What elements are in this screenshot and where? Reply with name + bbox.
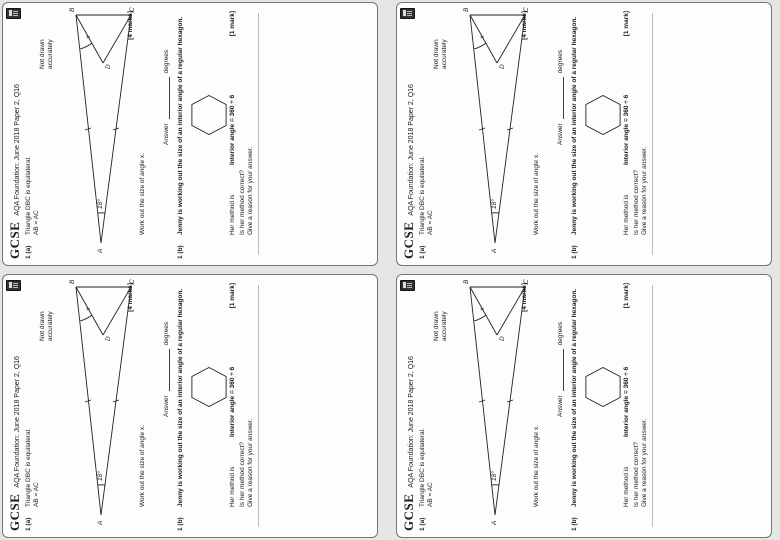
- marks-part-b: [1 mark]: [229, 283, 236, 309]
- condition-statement: AB = AC: [33, 210, 40, 235]
- triangle-statement: Triangle DBC is equilateral.: [419, 428, 426, 507]
- give-reason-prompt: Give a reason for your answer.: [641, 146, 648, 235]
- not-drawn-note-1: Not drawn: [433, 39, 440, 69]
- degrees-label: degrees: [557, 321, 564, 346]
- source-reference: AQA Foundation: June 2018 Paper 2, Q16: [14, 84, 21, 216]
- worksheet-card-top-left: [2, 2, 378, 266]
- writing-line[interactable]: [258, 285, 259, 527]
- jenny-statement: Jenny is working out the size of an interior angle of a regular hexagon.: [177, 288, 184, 507]
- jenny-statement: Jenny is working out the size of an interior angle of a regular hexagon.: [571, 16, 578, 235]
- her-method-label: Her method is: [623, 194, 630, 235]
- triangle-statement: Triangle DBC is equilateral.: [25, 428, 32, 507]
- marks-part-b: [1 mark]: [623, 283, 630, 309]
- marks-part-b: [1 mark]: [623, 11, 630, 37]
- vertex-label-d: D: [105, 64, 112, 69]
- answer-blank[interactable]: [563, 349, 564, 391]
- question-1a-number: 1 (a): [25, 517, 32, 531]
- gcse-logo: GCSE: [401, 493, 416, 531]
- marks-part-a: [4 marks]: [521, 283, 528, 312]
- her-method-label: Her method is: [623, 466, 630, 507]
- marks-part-b: [1 mark]: [229, 11, 236, 37]
- method-formula: Interior angle = 360 ÷ 6: [229, 94, 236, 165]
- give-reason-prompt: Give a reason for your answer.: [247, 146, 254, 235]
- source-reference: AQA Foundation: June 2018 Paper 2, Q16: [14, 356, 21, 488]
- jenny-statement: Jenny is working out the size of an interior angle of a regular hexagon.: [177, 16, 184, 235]
- degrees-label: degrees: [163, 49, 170, 74]
- hexagon-diagram: [189, 367, 229, 407]
- angle-a-label: 18°: [491, 199, 498, 209]
- her-method-label: Her method is: [229, 466, 236, 507]
- writing-line[interactable]: [258, 13, 259, 255]
- angle-a-label: 18°: [97, 199, 104, 209]
- gcse-logo: GCSE: [7, 221, 22, 259]
- question-1b-number: 1 (b): [571, 517, 578, 531]
- answer-line-a[interactable]: [557, 50, 564, 145]
- vertex-label-c: C: [523, 279, 530, 284]
- angle-a-label: 18°: [97, 471, 104, 481]
- question-1a-number: 1 (a): [419, 245, 426, 259]
- marks-part-a: [4 marks]: [521, 11, 528, 40]
- worksheet-card-bottom-right: [396, 274, 772, 538]
- is-correct-question: Is her method correct?: [633, 169, 640, 235]
- not-drawn-note-2: accurately: [441, 311, 448, 341]
- answer-blank[interactable]: [169, 77, 170, 119]
- answer-label: Answer: [163, 123, 170, 145]
- question-1b-number: 1 (b): [177, 517, 184, 531]
- answer-line-a[interactable]: [163, 50, 170, 145]
- vertex-label-b: B: [463, 279, 470, 284]
- angle-arc-x: [80, 315, 92, 321]
- triangle-statement: Triangle DBC is equilateral.: [419, 156, 426, 235]
- answer-label: Answer: [557, 395, 564, 417]
- is-correct-question: Is her method correct?: [239, 169, 246, 235]
- question-1b-number: 1 (b): [177, 245, 184, 259]
- work-out-prompt: Work out the size of angle x.: [533, 153, 540, 235]
- angle-x-label: x: [85, 35, 92, 39]
- vertex-label-b: B: [69, 7, 76, 12]
- not-drawn-note-1: Not drawn: [39, 311, 46, 341]
- vertex-label-a: A: [491, 248, 498, 253]
- vertex-label-d: D: [499, 336, 506, 341]
- vertex-label-b: B: [463, 7, 470, 12]
- writing-line[interactable]: [652, 13, 653, 255]
- worksheet-card-bottom-left: [2, 274, 378, 538]
- question-1a-number: 1 (a): [25, 245, 32, 259]
- vertex-label-b: B: [69, 279, 76, 284]
- angle-arc-x: [80, 43, 92, 49]
- source-reference: AQA Foundation: June 2018 Paper 2, Q16: [408, 84, 415, 216]
- answer-label: Answer: [163, 395, 170, 417]
- method-formula: Interior angle = 360 ÷ 6: [229, 366, 236, 437]
- degrees-label: degrees: [557, 49, 564, 74]
- not-drawn-note-1: Not drawn: [433, 311, 440, 341]
- question-1b-number: 1 (b): [571, 245, 578, 259]
- not-drawn-note-2: accurately: [47, 311, 54, 341]
- vertex-label-d: D: [499, 64, 506, 69]
- her-method-label: Her method is: [229, 194, 236, 235]
- worksheet-card-top-right: [396, 2, 772, 266]
- is-correct-question: Is her method correct?: [239, 441, 246, 507]
- gcse-logo: GCSE: [7, 493, 22, 531]
- hexagon-diagram: [583, 95, 623, 135]
- vertex-label-c: C: [523, 7, 530, 12]
- method-formula: Interior angle = 360 ÷ 6: [623, 366, 630, 437]
- source-reference: AQA Foundation: June 2018 Paper 2, Q16: [408, 356, 415, 488]
- condition-statement: AB = AC: [33, 482, 40, 507]
- degrees-label: degrees: [163, 321, 170, 346]
- angle-x-label: x: [479, 307, 486, 311]
- triangle-statement: Triangle DBC is equilateral.: [25, 156, 32, 235]
- vertex-label-a: A: [491, 520, 498, 525]
- vertex-label-c: C: [129, 279, 136, 284]
- give-reason-prompt: Give a reason for your answer.: [247, 418, 254, 507]
- writing-line[interactable]: [652, 285, 653, 527]
- not-drawn-note-1: Not drawn: [39, 39, 46, 69]
- answer-blank[interactable]: [563, 77, 564, 119]
- vertex-label-c: C: [129, 7, 136, 12]
- answer-blank[interactable]: [169, 349, 170, 391]
- angle-a-label: 18°: [491, 471, 498, 481]
- work-out-prompt: Work out the size of angle x.: [139, 153, 146, 235]
- question-1a-number: 1 (a): [419, 517, 426, 531]
- angle-arc-x: [474, 43, 486, 49]
- answer-line-a[interactable]: [557, 322, 564, 417]
- answer-line-a[interactable]: [163, 322, 170, 417]
- jenny-statement: Jenny is working out the size of an interior angle of a regular hexagon.: [571, 288, 578, 507]
- hexagon-diagram: [189, 95, 229, 135]
- not-drawn-note-2: accurately: [47, 39, 54, 69]
- vertex-label-a: A: [97, 248, 104, 253]
- marks-part-a: [4 marks]: [127, 283, 134, 312]
- gcse-logo: GCSE: [401, 221, 416, 259]
- angle-arc-x: [474, 315, 486, 321]
- answer-label: Answer: [557, 123, 564, 145]
- angle-x-label: x: [85, 307, 92, 311]
- vertex-label-d: D: [105, 336, 112, 341]
- work-out-prompt: Work out the size of angle x.: [139, 425, 146, 507]
- condition-statement: AB = AC: [427, 210, 434, 235]
- give-reason-prompt: Give a reason for your answer.: [641, 418, 648, 507]
- is-correct-question: Is her method correct?: [633, 441, 640, 507]
- vertex-label-a: A: [97, 520, 104, 525]
- condition-statement: AB = AC: [427, 482, 434, 507]
- hexagon-diagram: [583, 367, 623, 407]
- method-formula: Interior angle = 360 ÷ 6: [623, 94, 630, 165]
- marks-part-a: [4 marks]: [127, 11, 134, 40]
- work-out-prompt: Work out the size of angle x.: [533, 425, 540, 507]
- angle-x-label: x: [479, 35, 486, 39]
- not-drawn-note-2: accurately: [441, 39, 448, 69]
